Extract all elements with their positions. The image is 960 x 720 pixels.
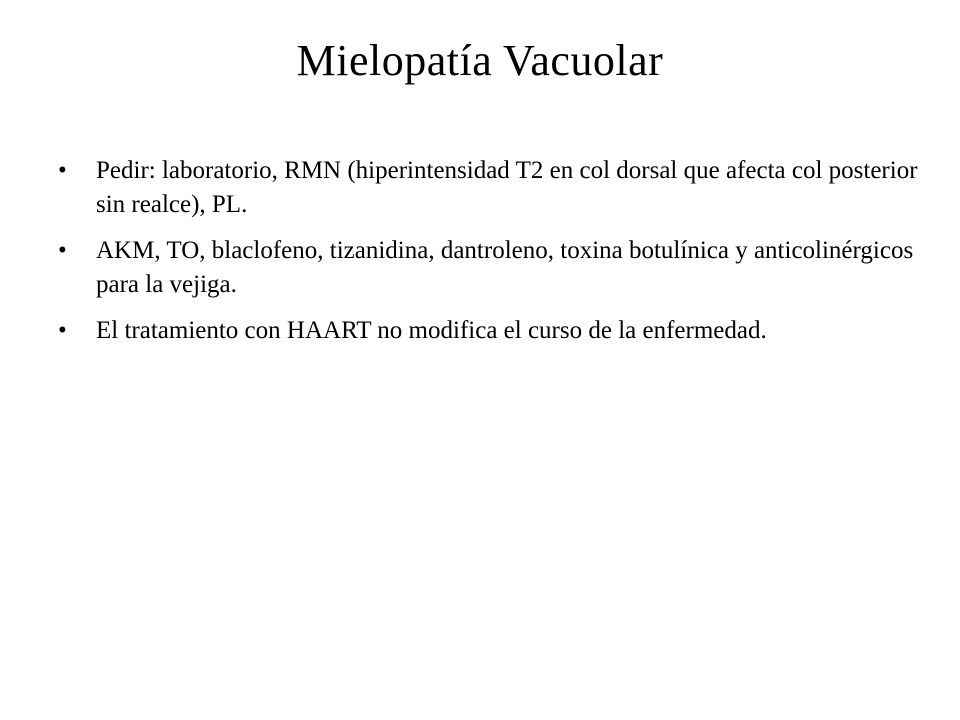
bullet-text: El tratamiento con HAART no modifica el curso de la enfermedad. [96,317,767,344]
bullet-item [58,314,918,348]
bullet-item [58,154,918,222]
bullet-list [58,154,918,360]
bullet-item [58,234,918,302]
bullet-text: AKM, TO, blaclofeno, tizanidina, dantroleno, toxina botulínica y anticolinérgicos para la vejiga. [96,237,914,298]
bullet-dot-icon: • [58,237,67,264]
slide-title: Mielopatía Vacuolar [296,36,664,85]
bullet-dot-icon: • [58,157,67,184]
bullet-dot-icon: • [58,317,67,344]
bullet-text: Pedir: laboratorio, RMN (hiperintensidad T2 en col dorsal que afecta col posterior sin realce), PL. [96,157,918,218]
